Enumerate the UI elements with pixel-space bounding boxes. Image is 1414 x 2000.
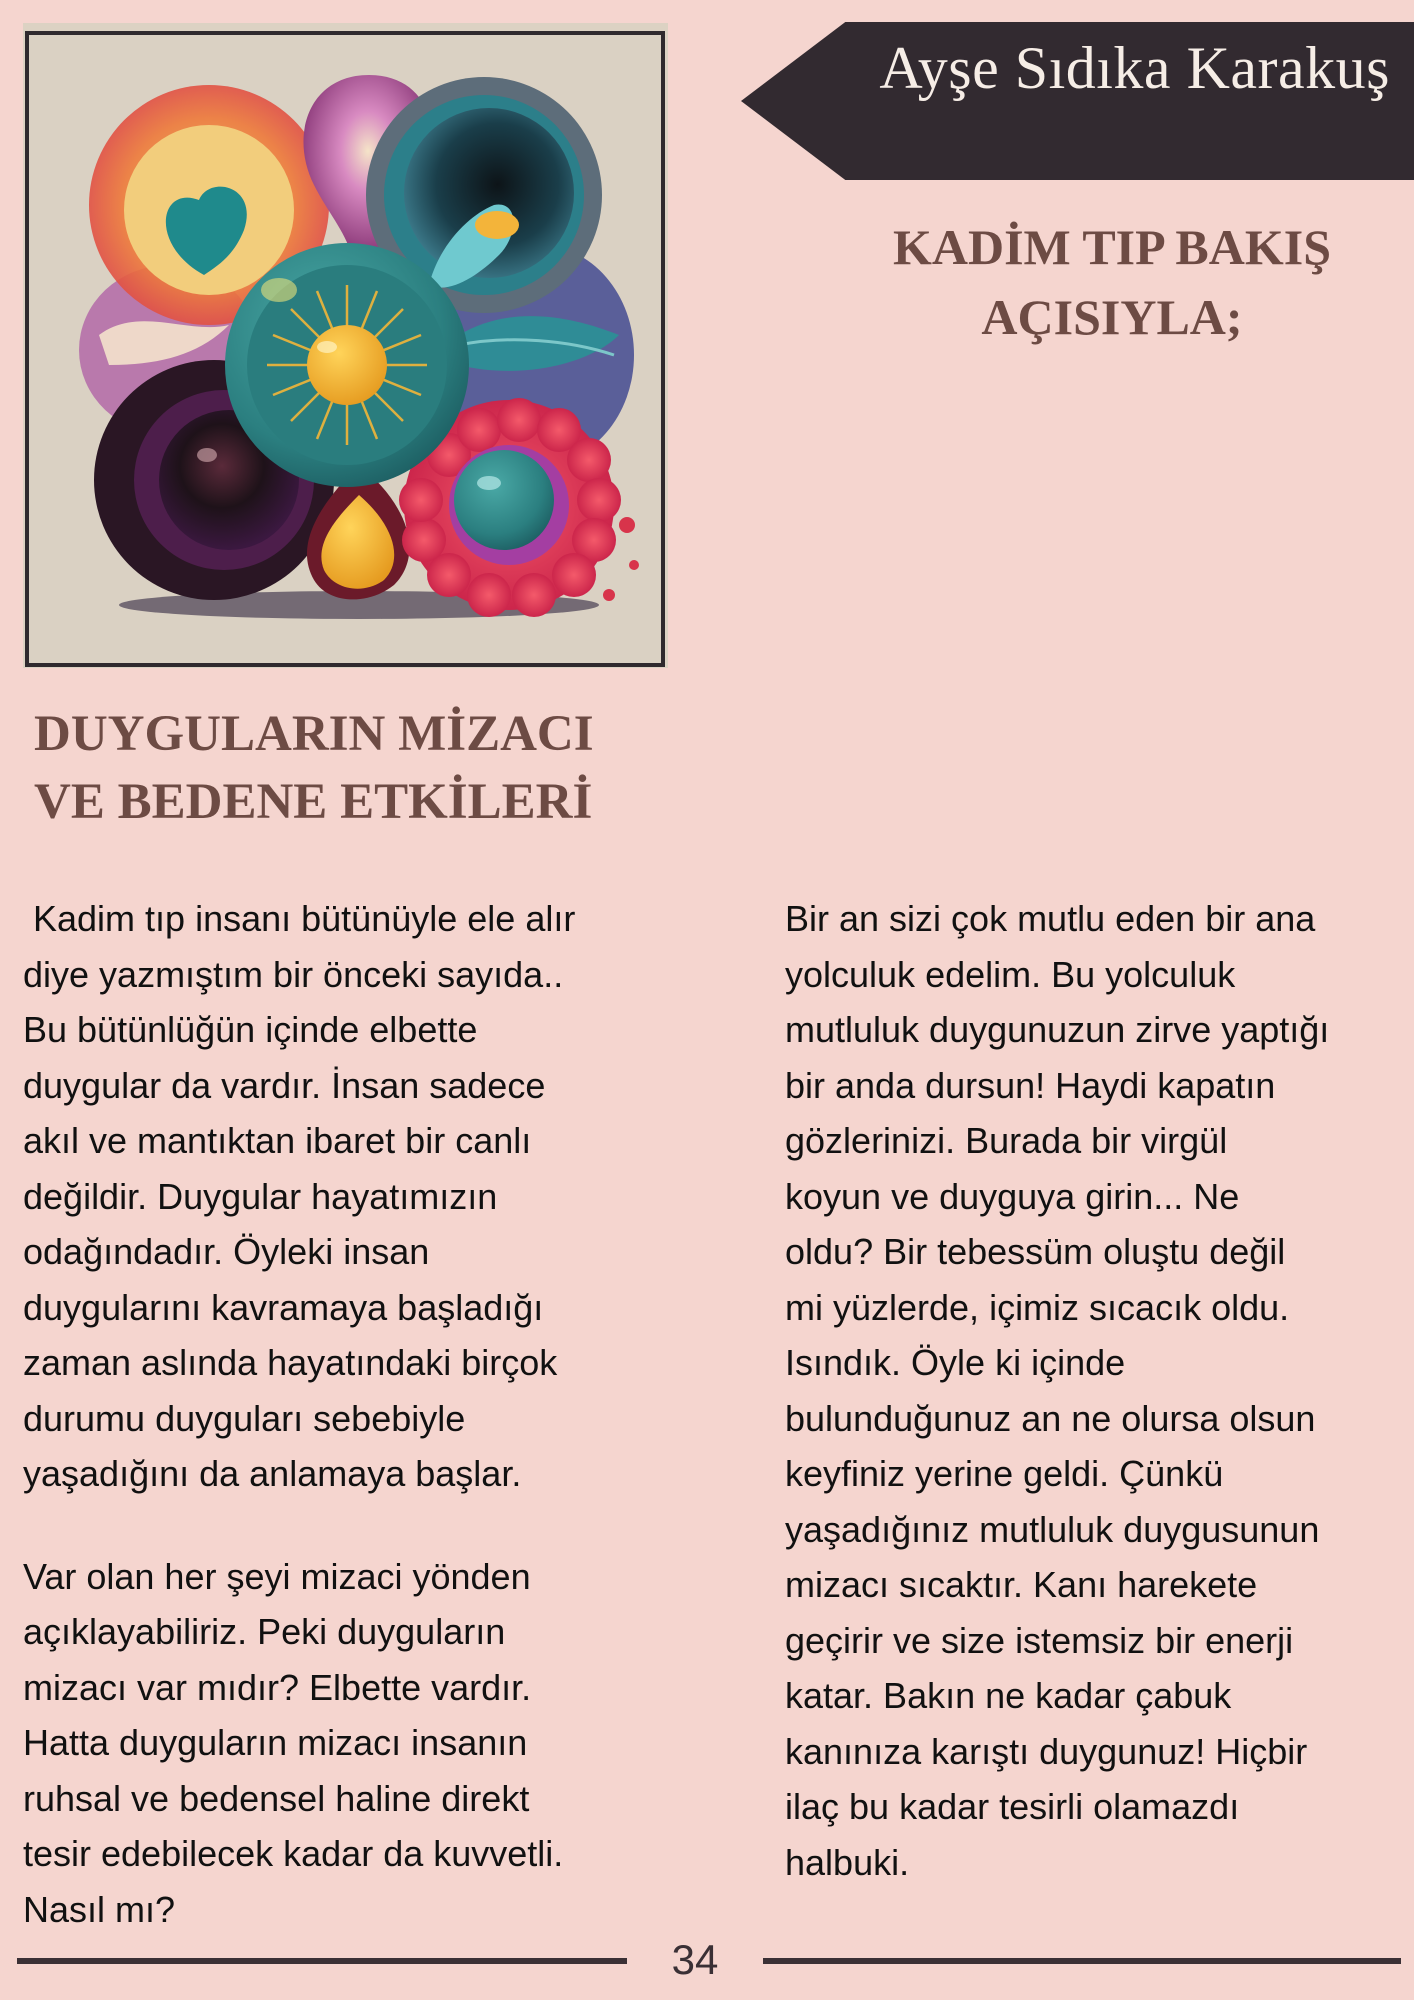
text-line: yaşadığını da anlamaya başlar. bbox=[23, 1453, 522, 1494]
text-line: gözlerinizi. Burada bir virgül bbox=[785, 1120, 1228, 1161]
text-line: geçirir ve size istemsiz bir enerji bbox=[785, 1619, 1294, 1661]
text-line: yolculuk edelim. Bu yolculuk bbox=[785, 953, 1236, 995]
kicker-line: AÇISIYLA; bbox=[981, 289, 1243, 345]
text-line: Isındık. Öyle ki içinde bbox=[785, 1342, 1126, 1383]
paragraph bbox=[785, 891, 1414, 1890]
illustration-frame bbox=[23, 23, 668, 668]
text-line: değildir. Duygular hayatımızın bbox=[23, 1175, 498, 1217]
text-line: bulunduğunuz an ne olursa olsun bbox=[785, 1397, 1316, 1439]
author-name: Ayşe Sıdıka Karakuş bbox=[879, 35, 1390, 101]
text-line: Bu bütünlüğün içinde elbette bbox=[23, 1009, 478, 1050]
text-line: durumu duyguları sebebiyle bbox=[23, 1397, 466, 1439]
footer-divider-right bbox=[763, 1958, 1401, 1964]
paragraph bbox=[23, 1549, 703, 1938]
paragraph bbox=[23, 891, 703, 1502]
title-line: VE BEDENE ETKİLERİ bbox=[34, 774, 593, 830]
text-line: duygularını kavramaya başladığı bbox=[23, 1286, 544, 1328]
text-line: açıklayabiliriz. Peki duyguların bbox=[23, 1611, 506, 1652]
page-number: 34 bbox=[671, 1936, 719, 1983]
text-line: Bir an sizi çok mutlu eden bir ana bbox=[785, 898, 1316, 939]
text-line: mutluluk duygunuzun zirve yaptığı bbox=[785, 1009, 1330, 1050]
text-line: kanınıza karıştı duygunuz! Hiçbir bbox=[785, 1730, 1308, 1772]
text-line: duygular da vardır. İnsan sadece bbox=[23, 1064, 546, 1106]
text-line: akıl ve mantıktan ibaret bir canlı bbox=[23, 1120, 532, 1161]
paragraph-spacer bbox=[23, 1502, 703, 1549]
text-line: bir anda dursun! Haydi kapatın bbox=[785, 1064, 1276, 1106]
column-kicker bbox=[832, 212, 1392, 352]
text-line: ruhsal ve bedensel haline direkt bbox=[23, 1777, 530, 1819]
title-line: DUYGULARIN MİZACI bbox=[34, 706, 594, 762]
footer-divider-left bbox=[17, 1958, 627, 1964]
text-line: mizacı sıcaktır. Kanı harekete bbox=[785, 1564, 1258, 1605]
text-line: koyun ve duyguya girin... Ne bbox=[785, 1175, 1240, 1217]
text-line: Hatta duyguların mizacı insanın bbox=[23, 1722, 528, 1763]
text-line: Kadim tıp insanı bütünüyle ele alır bbox=[23, 898, 576, 939]
text-line: ilaç bu kadar tesirli olamazdı bbox=[785, 1786, 1240, 1827]
text-line: diye yazmıştım bir önceki sayıda.. bbox=[23, 953, 564, 995]
text-line: halbuki. bbox=[785, 1841, 910, 1883]
text-line: Var olan her şeyi mizaci yönden bbox=[23, 1555, 531, 1597]
emotions-illustration bbox=[25, 31, 665, 667]
article-title bbox=[34, 700, 674, 836]
text-line: odağındadır. Öyleki insan bbox=[23, 1231, 430, 1272]
text-line: katar. Bakın ne kadar çabuk bbox=[785, 1675, 1232, 1716]
right-text-column bbox=[785, 891, 1414, 1890]
left-text-column bbox=[23, 891, 703, 1937]
emotion-orbs-artwork bbox=[29, 35, 661, 663]
text-line: yaşadığınız mutluluk duygusunun bbox=[785, 1508, 1320, 1550]
text-line: oldu? Bir tebessüm oluştu değil bbox=[785, 1231, 1286, 1272]
text-line: mi yüzlerde, içimiz sıcacık oldu. bbox=[785, 1286, 1290, 1328]
text-line: mizacı var mıdır? Elbette vardır. bbox=[23, 1666, 532, 1708]
text-line: Nasıl mı? bbox=[23, 1888, 176, 1930]
text-line: keyfiniz yerine geldi. Çünkü bbox=[785, 1453, 1224, 1494]
text-line: tesir edebilecek kadar da kuvvetli. bbox=[23, 1833, 564, 1874]
text-line: zaman aslında hayatındaki birçok bbox=[23, 1342, 558, 1383]
kicker-line: KADİM TIP BAKIŞ bbox=[892, 219, 1332, 275]
